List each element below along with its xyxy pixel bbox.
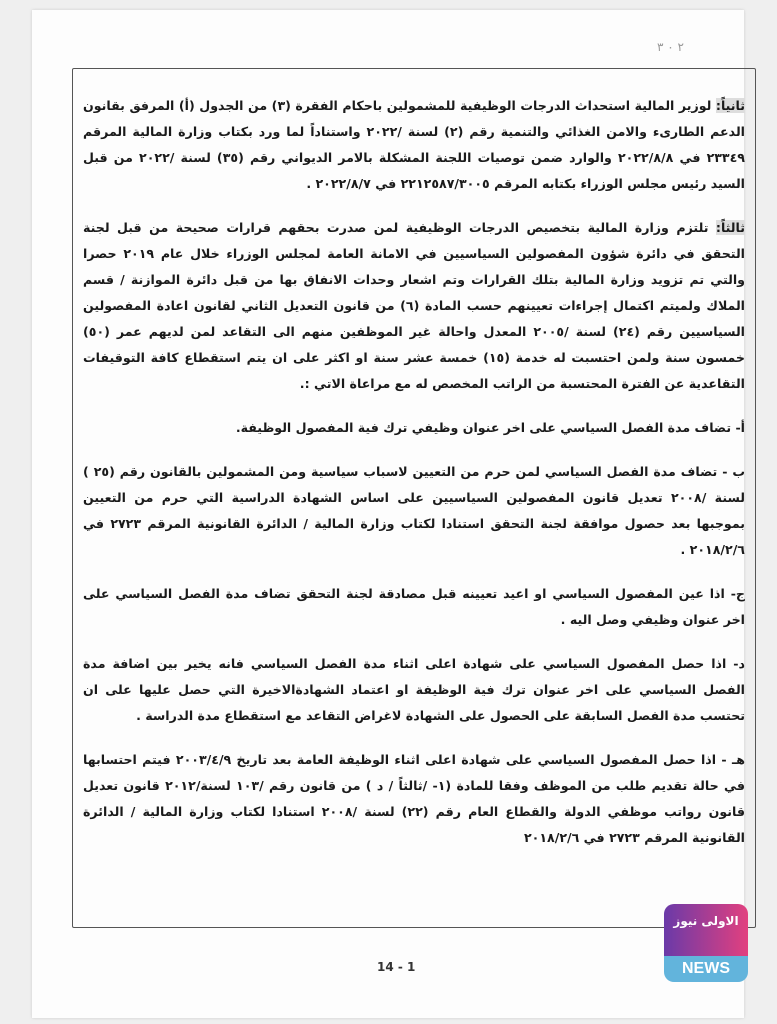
paragraph-lead: ثانياً: [715, 98, 745, 113]
page-number: 14 - 1 [377, 960, 416, 974]
logo-text: الاولى نيوز [664, 904, 748, 956]
clause-d: د- اذا حصل المفصول السياسي على شهادة اعلى اثناء مدة الفصل السياسي فانه يخير بين اضافة مدة الفصل السياسي على اخر عنوان ترك فية الوظيفة او اعتماد الشهادةالاخيرة التي حصل عليها على ان تحتسب مدة الفصل السابقة على الحصول على الشهادة لاغراض التقاعد مع استقطاع مدة الدراسة . [83, 656, 745, 723]
clause-a: أ- تضاف مدة الفصل السياسي على اخر عنوان وظيفي ترك فية المفصول الوظيفة. [235, 420, 745, 435]
clause-h: هـ - اذا حصل المفصول السياسي على شهادة اعلى اثناء الوظيفة العامة بعد تاريخ ٢٠٠٣/٤/٩ فيتم احتسابها في حالة تقديم طلب من الموظف وفقا للمادة (١- /ثالثاً / د ) من قانون رقم /١٠٣ لسنة/٢٠١٢ قانون تعديل قانون رواتب موظفي الدولة والقطاع العام رقم (٢٢) لسنة /٢٠٠٨ استنادا لكتاب وزارة المالية / الدائرة القانونية المرقم ٢٧٢٣ في ٢٠١٨/٢/٦ [83, 752, 746, 845]
paragraph-text: لوزير المالية استحداث الدرجات الوظيفية للمشمولين باحكام الفقرة (٣) من الجدول (أ) المرفق بقانون الدعم الطارىء والامن الغذائي والتنمية رقم (٢) لسنة /٢٠٢٢ واستناداً لما ورد بكتاب وزارة المالية المرقم ٢٣٣٤٩ في ٢٠٢٢/٨/٨ والوارد ضمن توصيات اللجنة المشكلة بالامر الديواني رقم (٣٥) لسنة /٢٠٢٢ من قبل السيد رئيس مجلس الوزراء بكتابه المرقم ٢٢١٢٥٨٧/٣٠٠٥ في ٢٠٢٢/٨/٧ . [83, 98, 745, 191]
news-watermark-logo [664, 904, 748, 982]
paragraph-second [83, 93, 745, 197]
news-label: NEWS [664, 956, 748, 982]
clause-c: ج- اذا عين المفصول السياسي او اعيد تعيينه قبل مصادقة لجنة التحقق تضاف مدة الفصل السياسي على اخر عنوان وظيفي وصل اليه . [83, 586, 745, 627]
document-page [32, 10, 744, 1018]
paragraph-third [83, 215, 745, 397]
clause-b: ب - تضاف مدة الفصل السياسي لمن حرم من التعيين لاسباب سياسية ومن المشمولين بالقانون رقم (٢٥ ) لسنة /٢٠٠٨ تعديل قانون المفصولين السياسيين على اساس الشهادة الدراسية التي حرم من التعيين بموجبها بعد حصول موافقة لجنة التحقق استنادا لكتاب وزارة المالية / الدائرة القانونية المرقم ٢٧٢٣ في ٢٠١٨/٢/٦ . [83, 464, 746, 557]
header-marks: ٢ ٠ ٣ [656, 40, 684, 54]
paragraph-lead: ثالثاً: [715, 220, 745, 235]
paragraph-text: تلتزم وزارة المالية بتخصيص الدرجات الوظيفية لمن صدرت بحقهم قرارات صحيحة من قبل لجنة التحقق في دائرة شؤون المفصولين السياسيين في الامانة العامة لمجلس الوزراء خلال عام ٢٠١٩ حصرا والتي تم تزويد وزارة المالية بتلك القرارات وتم اشعار وحدات الانفاق بها من قبل دائرة الموازنة / قسم الملاك ولميتم اكتمال إجراءات تعيينهم حسب المادة (٦) من قانون التعديل الثاني لقانون اعادة المفصولين السياسيين رقم (٢٤) لسنة /٢٠٠٥ المعدل واحالة غير الموظفين منهم الى التقاعد لمن لديهم عمر (٥٠) خمسون سنة ولمن احتسبت له خدمة (١٥) خمسة عشر سنة او اكثر على ان يتم استقطاع كافة التوقيفات التقاعدية عن الفترة المحتسبة من الراتب المخصص له مع مراعاة الاتي :. [83, 220, 745, 391]
document-frame [72, 68, 756, 928]
